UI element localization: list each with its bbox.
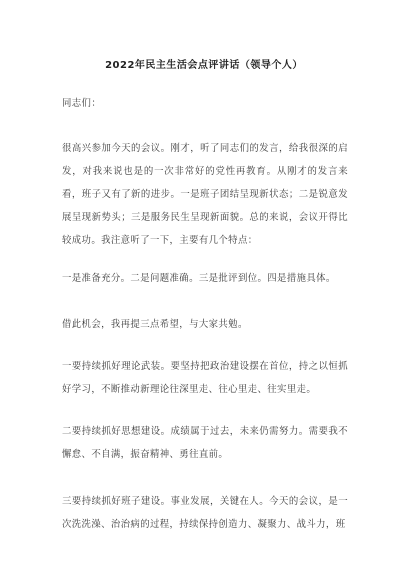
paragraph-features: 一是准备充分。二是问题准确。三是批评到位。四是措施具体。 [62, 273, 336, 284]
paragraph-theory: 一要持续抓好理论武装。要坚持把政治建设摆在首位，持之以恒抓好学习，不断推动新理论往深里走、往心里走、往实里走。 [62, 361, 348, 395]
greeting: 同志们： [62, 98, 102, 109]
paragraph-opening: 很高兴参加今天的会议。刚才，听了同志们的发言，给我很深的启发，对我来说也是的一次非常好的党性再教育。从刚才的发言来看，班子又有了新的进步。一是班子团结呈现新状态；二是锐意发展呈现新势头；三是服务民生呈现新面貌。总的来说，会议开得比较成功。我注意听了一下，主要有几个特点： [62, 143, 348, 246]
paragraph-team: 三要持续抓好班子建设。事业发展，关键在人。今天的会议，是一次洗洗澡、治治病的过程，持续保持创造力、凝聚力、战斗力，班 [62, 496, 348, 530]
document-title: 2022年民主生活会点评讲话（领导个人） [105, 60, 303, 71]
paragraph-ideology: 二要持续抓好思想建设。成绩属于过去，未来仍需努力。需要我不懈怠、不自满，振奋精神、勇往直前。 [62, 426, 348, 460]
paragraph-hopes-intro: 借此机会，我再提三点希望，与大家共勉。 [62, 319, 248, 330]
